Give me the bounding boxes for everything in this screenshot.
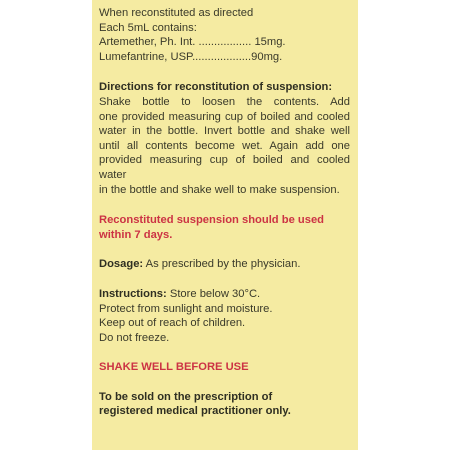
dosage-label: Dosage: xyxy=(99,258,144,271)
instructions-storage: Store below 30°C. xyxy=(166,287,261,300)
prescription-section xyxy=(99,390,350,419)
prescription-line: To be sold on the prescription of xyxy=(99,390,273,403)
shake-notice: SHAKE WELL BEFORE USE xyxy=(99,361,249,374)
directions-line: water in the bottle. Invert bottle and shake well xyxy=(99,125,350,138)
composition-section xyxy=(99,6,350,64)
directions-line: one provided measuring cup of boiled and cooled xyxy=(99,110,350,123)
shake-notice-section xyxy=(99,360,350,375)
instructions-children: Keep out of reach of children. xyxy=(99,317,246,330)
composition-intro: When reconstituted as directed xyxy=(99,7,254,19)
instructions-label: Instructions: xyxy=(99,287,167,300)
instructions-line xyxy=(99,287,350,302)
dosage-line xyxy=(99,257,350,272)
storage-warning xyxy=(99,213,350,242)
directions-line: provided measuring cup of boiled and cooled water xyxy=(99,154,350,181)
instructions-section xyxy=(99,287,350,345)
composition-dose-volume: Each 5mL contains: xyxy=(99,21,197,34)
directions-line: Shake bottle to loosen the contents. Add xyxy=(99,95,350,108)
ingredient-lumefantrine: Lumefantrine, USP...................90mg. xyxy=(99,50,283,63)
prescription-line: registered medical practitioner only. xyxy=(99,405,291,418)
directions-heading: Directions for reconstitution of suspension: xyxy=(99,81,333,94)
medicine-label-panel xyxy=(92,0,358,450)
instructions-sunlight: Protect from sunlight and moisture. xyxy=(99,302,273,315)
warning-line: within 7 days. xyxy=(99,228,173,241)
directions-line: until all contents become wet. Again add one xyxy=(99,139,350,152)
instructions-freeze: Do not freeze. xyxy=(99,331,170,344)
ingredient-artemether: Artemether, Ph. Int. ................. 15mg. xyxy=(99,36,286,49)
warning-line: Reconstituted suspension should be used xyxy=(99,214,325,227)
dosage-text: As prescribed by the physician. xyxy=(143,258,301,271)
directions-section xyxy=(99,80,350,197)
directions-text xyxy=(99,95,350,197)
directions-line: in the bottle and shake well to make suspension. xyxy=(99,183,340,196)
dosage-section xyxy=(99,257,350,272)
